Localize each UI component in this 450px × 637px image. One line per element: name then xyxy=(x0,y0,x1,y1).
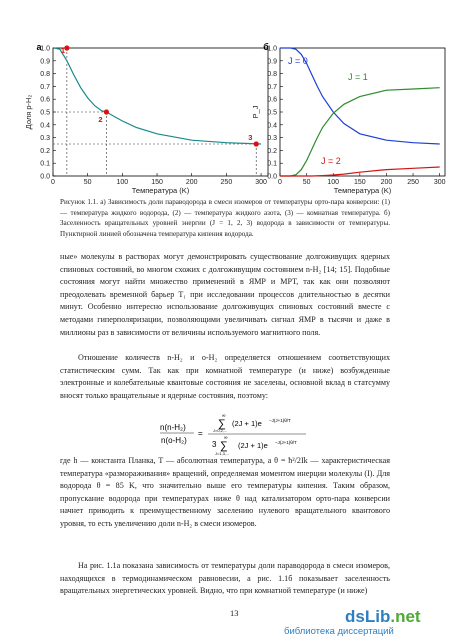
x-tick-label: 300 xyxy=(433,179,446,186)
figure xyxy=(0,0,450,200)
y-tick-label: 0.8 xyxy=(40,71,50,79)
y-tick-label: 1.0 xyxy=(267,45,277,53)
data-point-label: 2 xyxy=(98,115,103,124)
x-tick-label: 200 xyxy=(380,179,393,186)
paragraph-4: На рис. 1.1а показана зависимость от температуры доли параводорода в смеси изомеров, находящихся в термодинамическом равновесии, а рис. 1.1б показывает заселенность вращательных энергетических уровней. Видно, что при комнатной температуре (и ниже) xyxy=(60,561,390,596)
x-tick-label: 250 xyxy=(407,179,419,186)
panel-label: а xyxy=(36,42,42,52)
x-tick-label: 200 xyxy=(185,179,198,186)
watermark-logo-b: .net xyxy=(390,607,421,626)
watermark-logo xyxy=(345,607,421,627)
y-tick-label: 0.6 xyxy=(40,96,50,104)
chart-panel-a xyxy=(24,42,268,195)
x-tick-label: 150 xyxy=(353,179,366,186)
series-label: J = 2 xyxy=(321,156,341,166)
series-label: J = 0 xyxy=(288,56,308,66)
series-line xyxy=(280,88,440,176)
formula-sum-sym: ∑ xyxy=(218,418,226,430)
y-tick-label: 0.8 xyxy=(267,71,277,79)
y-tick-label: 1.0 xyxy=(40,45,50,53)
x-tick-label: 300 xyxy=(255,179,267,186)
data-point xyxy=(64,45,69,50)
x-tick-label: 0 xyxy=(51,179,55,186)
y-tick-label: 0.5 xyxy=(267,109,277,117)
y-tick-label: 0.3 xyxy=(40,135,50,143)
formula-sum-low-den: J=1,3,... xyxy=(215,451,230,456)
y-tick-label: 0.4 xyxy=(267,122,277,130)
formula-num-term: (2J + 1)e xyxy=(232,419,262,428)
y-tick-label: 0.0 xyxy=(40,173,50,181)
y-tick-label: 0.2 xyxy=(267,147,277,155)
watermark-logo-a: dsLib xyxy=(345,607,391,626)
y-tick-label: 0.6 xyxy=(267,96,277,104)
x-tick-label: 100 xyxy=(327,179,340,186)
x-axis-label: Температура (K) xyxy=(131,186,190,195)
paragraph-2: Отношение количеств n-H₂ и o-H₂ определяется отношением соответствующих статистическим сумм. Так как при комнатной температуре (и ниже) возбужденные электронные и колебательные квантовые состояния не заселены, основной вклад в статсумму вносят только вращательные и ядерные состояния, поэтому: xyxy=(60,353,390,400)
y-tick-label: 0.9 xyxy=(40,58,50,66)
y-tick-label: 0.5 xyxy=(40,109,50,117)
y-tick-label: 0.9 xyxy=(267,58,277,66)
equation-ratio xyxy=(158,410,358,458)
plot-frame xyxy=(280,48,445,176)
y-tick-label: 0.2 xyxy=(40,147,50,155)
formula-den-exp: −J(J+1)θ/T xyxy=(275,440,297,445)
formula-sum-sym-2: ∑ xyxy=(220,440,228,452)
formula-sum-top-2: ∞ xyxy=(224,435,228,441)
data-point xyxy=(254,141,259,146)
y-tick-label: 0.0 xyxy=(267,173,277,181)
x-tick-label: 0 xyxy=(278,179,282,186)
watermark-subtitle: библиотека диссертаций xyxy=(284,626,394,637)
y-axis-label: P_J xyxy=(251,105,260,119)
x-tick-label: 50 xyxy=(83,179,92,186)
panel-label: б xyxy=(263,42,269,52)
y-tick-label: 0.3 xyxy=(267,135,277,143)
series-label: J = 1 xyxy=(348,72,368,82)
formula-num-exp: −J(J+1)θ/T xyxy=(269,418,291,423)
x-tick-label: 150 xyxy=(151,179,163,186)
x-tick-label: 100 xyxy=(116,179,129,186)
formula-lhs-num: n(n-H₂) xyxy=(160,423,186,432)
formula-sum-top: ∞ xyxy=(222,413,226,419)
y-tick-label: 0.7 xyxy=(40,83,50,91)
formula-sum-low-num: J=0,2,... xyxy=(213,428,228,433)
data-point xyxy=(104,109,109,114)
page-number: 13 xyxy=(230,608,239,618)
formula-den-term: (2J + 1)e xyxy=(238,441,268,450)
y-tick-label: 0.4 xyxy=(40,122,50,130)
paragraph-3: где h — константа Планка, T — абсолютная температура, а θ = ħ²/2Ik — характеристическая температура «размораживания» вращений, определяемая моментом инерции молекулы (I). Для водорода θ = 85 K, что значительно выше его температуры кипения. Таким образом, пропускание водорода при температурах ниже θ над катализатором орто-пара конверсии начнет приводить к преимущественному заселению нулевого вращательного квантового уровня, то есть увеличению доли n-H₂ в смеси изомеров. xyxy=(60,456,390,528)
formula-lhs-den: n(o-H₂) xyxy=(161,436,187,445)
data-point-label: 3 xyxy=(248,133,253,142)
formula-den-coef: 3 xyxy=(212,440,217,449)
y-axis-label: Доля р-H₂ xyxy=(24,94,33,130)
data-point-label: 1 xyxy=(60,46,66,55)
x-tick-label: 250 xyxy=(220,179,233,186)
y-tick-label: 0.7 xyxy=(267,83,277,91)
x-tick-label: 50 xyxy=(302,179,311,186)
series-line xyxy=(54,48,261,144)
figure-caption: Рисунок 1.1. а) Зависимость доли параводорода в смеси изомеров от температуры орто-пара конверсии: (1) — температура жидкого водорода, (2) — температура жидкого азота, (3) — комнатная температура. б) Заселенность вращательных уровней энергии (J = 1, 2, 3) водорода в зависимости от температуры. Пунктирной линией обозначена температура кипения водорода. xyxy=(60,198,390,238)
chart-panel-b xyxy=(251,42,446,195)
y-tick-label: 0.1 xyxy=(40,160,50,168)
y-tick-label: 0.1 xyxy=(267,160,277,168)
formula-eq: = xyxy=(198,429,203,438)
paragraph-1: ные» молекулы в растворах могут демонстрировать существование долгоживущих ядерных спиновых состояний, во многом схожих с долгоживущим состоянием n-H₂ [14; 15]. Подобные состояния могут найти множество применений в ЯМР и МРТ, так как они позволяют преодолевать временной барьер T₁ при исследовании процессов длительностью в десятки минут. Особенно интересно использование долгоживущих спиновых состояний вместе с методами гиперполяризации, позволяющими увеличивать сигнал ЯМР в тысячи и даже в миллионы раз в зависимости от величины используемого магнитного поля. xyxy=(60,252,390,337)
x-axis-label: Температура (K) xyxy=(333,186,392,195)
